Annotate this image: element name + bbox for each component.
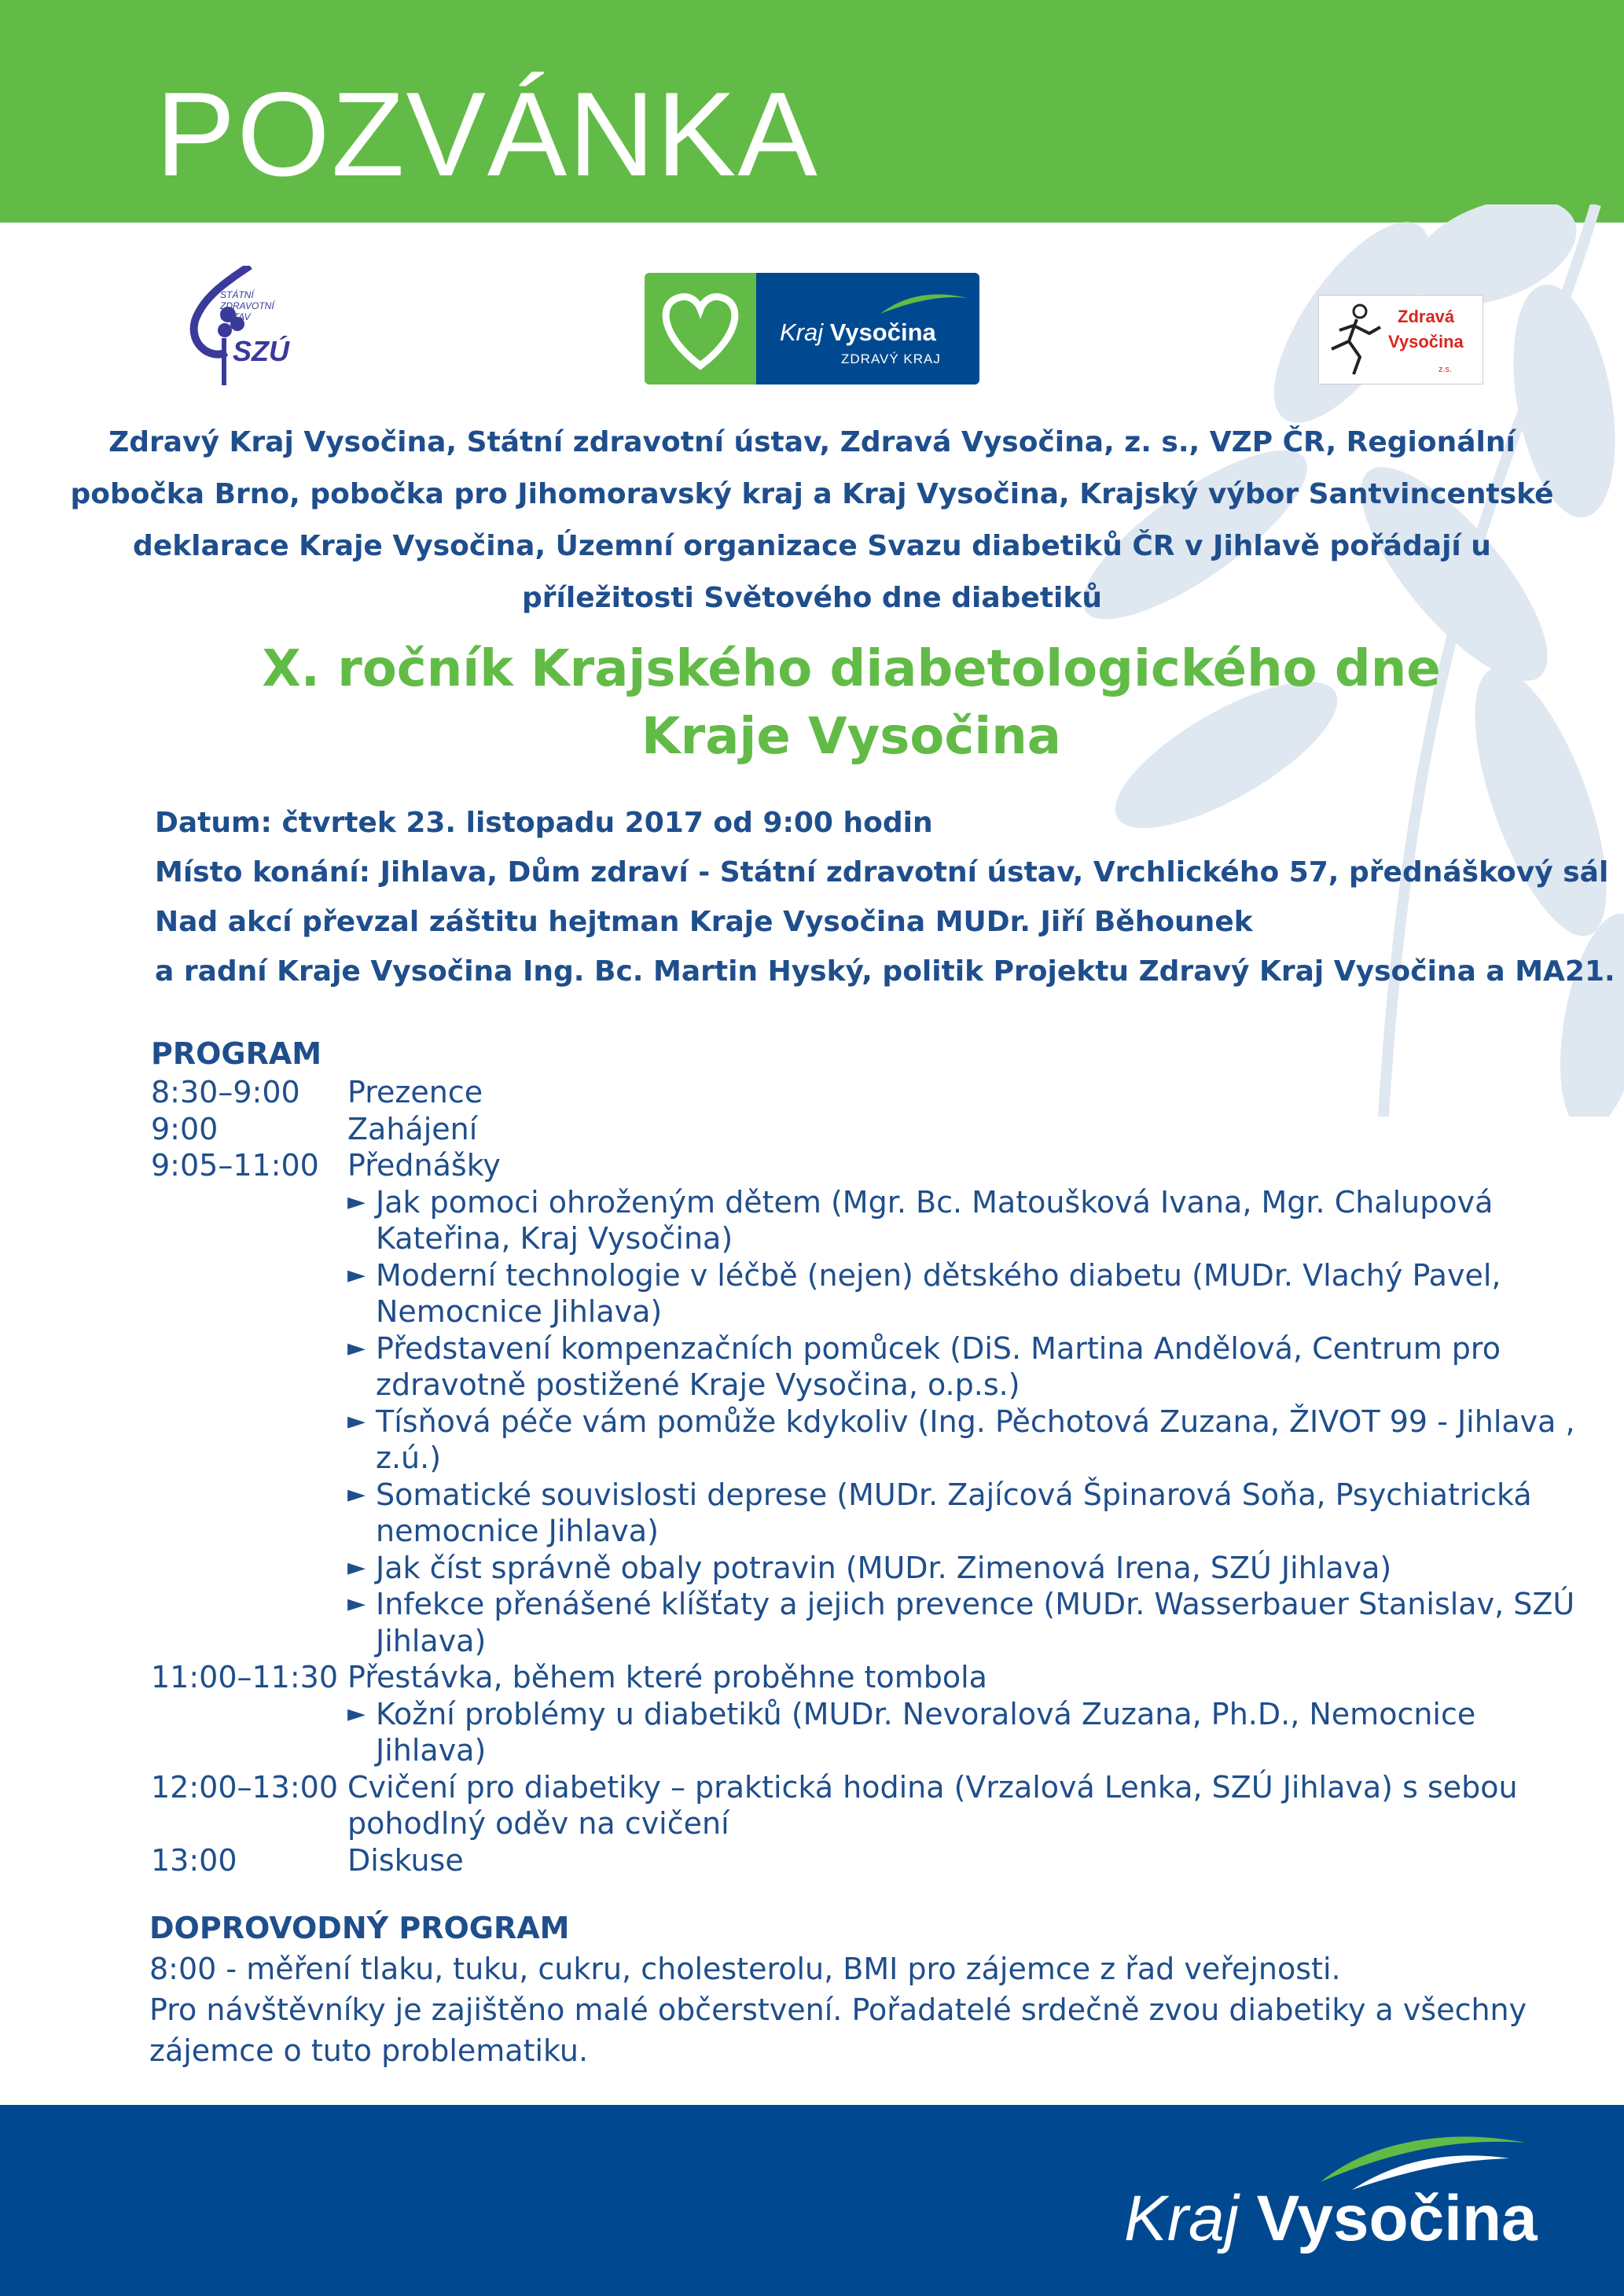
program-text: Cvičení pro diabetiky – praktická hodina (Vrzalová Lenka, SZÚ Jihlava) s sebou pohodlný oděv na cvičení bbox=[347, 1769, 1518, 1841]
swoosh-icon bbox=[1321, 2127, 1525, 2190]
szu-line2: ZDRAVOTNÍ bbox=[220, 300, 274, 311]
event-title-line2: Kraje Vysočina bbox=[641, 708, 1061, 766]
szu-logo-icon bbox=[179, 266, 329, 392]
brand-vysocina: Vysočina bbox=[829, 318, 936, 346]
bullet-icon: ► bbox=[347, 1553, 366, 1581]
info-patron: Nad akcí převzal záštitu hejtman Kraje Vysočina MUDr. Jiří Běhounek bbox=[155, 906, 1253, 938]
accompanying-program-heading: DOPROVODNÝ PROGRAM bbox=[149, 1911, 570, 1945]
zdrava-line2: Vysočina bbox=[1388, 332, 1464, 351]
bullet-icon: ► bbox=[347, 1699, 366, 1728]
talk-item bbox=[347, 1586, 1582, 1659]
szu-line3: ÚSTAV bbox=[220, 311, 251, 322]
program-heading: PROGRAM bbox=[151, 1036, 322, 1071]
talk-item bbox=[347, 1696, 1582, 1769]
info-patron-2: a radní Kraje Vysočina Ing. Bc. Martin Hyský, politik Projektu Zdravý Kraj Vysočina a MA21. bbox=[155, 955, 1615, 988]
bullet-icon: ► bbox=[347, 1334, 366, 1362]
brand-kraj: Kraj bbox=[780, 318, 824, 346]
program-row bbox=[151, 1074, 1582, 1111]
szu-abbr: SZÚ bbox=[233, 335, 289, 367]
talk-text: Jak číst správně obaly potravin (MUDr. Zimenová Irena, SZÚ Jihlava) bbox=[376, 1550, 1392, 1585]
kraj-vysocina-zdravy-kraj-logo bbox=[645, 273, 979, 385]
program-row bbox=[151, 1659, 1582, 1696]
program-time: 11:00–11:30 bbox=[151, 1660, 339, 1694]
zdrava-vysocina-logo bbox=[1318, 295, 1483, 385]
event-title-line1: X. ročník Krajského diabetologického dne bbox=[262, 640, 1441, 698]
program-time: 9:05–11:00 bbox=[151, 1148, 319, 1183]
talk-text: Infekce přenášené klíšťaty a jejich prevence (MUDr. Wasserbauer Stanislav, SZÚ Jihlava) bbox=[376, 1587, 1575, 1658]
bullet-icon: ► bbox=[347, 1260, 366, 1289]
info-date: Datum: čtvrtek 23. listopadu 2017 od 9:00 hodin bbox=[155, 807, 933, 839]
info-venue: Místo konání: Jihlava, Dům zdraví - Státní zdravotní ústav, Vrchlického 57, přednáškový sál bbox=[155, 856, 1609, 889]
bullet-icon: ► bbox=[347, 1407, 366, 1435]
szu-line1: STÁTNÍ bbox=[220, 289, 254, 300]
footer-vysocina: Vysočina bbox=[1256, 2183, 1538, 2254]
talk-item bbox=[347, 1257, 1582, 1330]
zdrava-line3: z.s. bbox=[1438, 365, 1453, 374]
program-row bbox=[151, 1147, 1582, 1184]
page-title: POZVÁNKA bbox=[156, 68, 819, 201]
talk-item bbox=[347, 1330, 1582, 1404]
talk-text: Tísňová péče vám pomůže kdykoliv (Ing. Pěchotová Zuzana, ŽIVOT 99 - Jihlava , z.ú.) bbox=[376, 1404, 1575, 1475]
header-banner bbox=[0, 0, 1624, 223]
organizers-text: Zdravý Kraj Vysočina, Státní zdravotní ústav, Zdravá Vysočina, z. s., VZP ČR, Regionální pobočka Brno, pobočka pro Jihomoravský kraj a Kraj Vysočina, Krajský výbor Santvincentské deklarace Kraje Vysočina, Územní organizace Svazu diabetiků ČR v Jihlavě pořádají u příležitosti Světového dne diabetiků bbox=[70, 426, 1554, 614]
program-time: 12:00–13:00 bbox=[151, 1769, 339, 1805]
event-info bbox=[155, 798, 1615, 996]
program-row bbox=[151, 1111, 1582, 1148]
bullet-icon: ► bbox=[347, 1187, 366, 1216]
swoosh-small-icon bbox=[880, 290, 967, 317]
runner-icon bbox=[1322, 302, 1385, 377]
program-text: Přestávka, během které proběhne tombola bbox=[347, 1660, 987, 1694]
talk-text: Představení kompenzačních pomůcek (DiS. Martina Andělová, Centrum pro zdravotně postižené Kraje Vysočina, o.p.s.) bbox=[376, 1330, 1501, 1402]
footer-kraj: Kraj bbox=[1124, 2183, 1239, 2254]
program-row bbox=[151, 1769, 1582, 1842]
program-time: 8:30–9:00 bbox=[151, 1075, 300, 1109]
event-title bbox=[118, 635, 1585, 771]
zdravy-kraj-label: ZDRAVÝ KRAJ bbox=[841, 351, 941, 366]
szu-logo bbox=[179, 266, 329, 392]
kraj-vysocina-brand bbox=[780, 318, 936, 347]
bullet-icon: ► bbox=[347, 1480, 366, 1508]
program-list bbox=[151, 1074, 1582, 1878]
program-text: Přednášky bbox=[347, 1148, 501, 1183]
talk-text: Moderní technologie v léčbě (nejen) dětského diabetu (MUDr. Vlachý Pavel, Nemocnice Jihlava) bbox=[376, 1257, 1501, 1329]
program-text: Prezence bbox=[347, 1075, 483, 1109]
zdrava-line1: Zdravá bbox=[1398, 307, 1455, 326]
program-time: 13:00 bbox=[151, 1842, 237, 1878]
program-row bbox=[151, 1842, 1582, 1879]
talk-item bbox=[347, 1404, 1582, 1477]
talk-item bbox=[347, 1477, 1582, 1550]
program-text: Zahájení bbox=[347, 1111, 478, 1146]
talk-item bbox=[347, 1184, 1582, 1257]
talk-text: Jak pomoci ohroženým dětem (Mgr. Bc. Matoušková Ivana, Mgr. Chalupová Kateřina, Kraj Vysočina) bbox=[376, 1184, 1494, 1256]
accompanying-line2: Pro návštěvníky je zajištěno malé občerstvení. Pořadatelé srdečně zvou diabetiky a všechny zájemce o tuto problematiku. bbox=[149, 1992, 1527, 2068]
program-time: 9:00 bbox=[151, 1111, 219, 1146]
program-text: Diskuse bbox=[347, 1842, 464, 1878]
accompanying-line1: 8:00 - měření tlaku, tuku, cukru, cholesterolu, BMI pro zájemce z řad veřejnosti. bbox=[149, 1952, 1341, 1986]
talk-item bbox=[347, 1550, 1582, 1587]
footer-brand bbox=[1124, 2182, 1538, 2256]
accompanying-program-text bbox=[149, 1948, 1564, 2071]
talk-text: Kožní problémy u diabetiků (MUDr. Nevoralová Zuzana, Ph.D., Nemocnice Jihlava) bbox=[376, 1696, 1476, 1768]
talk-text: Somatické souvislosti deprese (MUDr. Zajícová Špinarová Soňa, Psychiatrická nemocnice Jihlava) bbox=[376, 1477, 1532, 1548]
heart-icon bbox=[645, 273, 756, 385]
bullet-icon: ► bbox=[347, 1590, 366, 1617]
